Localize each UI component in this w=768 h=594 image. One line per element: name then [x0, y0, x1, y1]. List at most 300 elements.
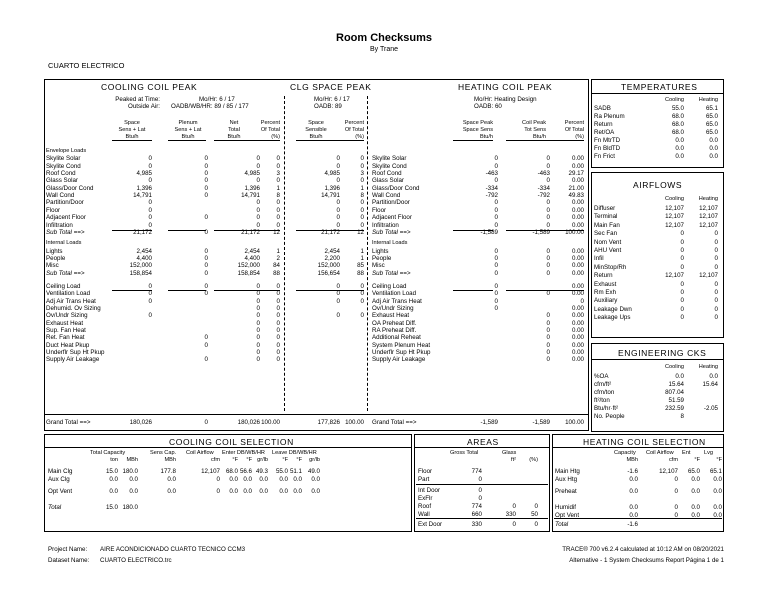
row-label: MinStop/Rh [594, 263, 627, 271]
row-label: Misc [46, 262, 59, 270]
heating-value: 0 [714, 289, 718, 296]
cooling-value: 0 [204, 192, 208, 200]
heating-label: People [372, 254, 392, 262]
selection-value: 0.0 [229, 476, 238, 483]
heating-value: 0 [546, 199, 550, 207]
subtotal-rule [453, 230, 493, 231]
column-unit: gr/lb [257, 457, 268, 463]
column-unit: °F [694, 457, 700, 463]
selection-value: 0.0 [129, 488, 138, 495]
gross-area: 774 [471, 503, 482, 510]
column-unit: °F [716, 457, 722, 463]
column-header: (%) [355, 134, 364, 140]
row-label: Sup. Fan Heat [46, 327, 86, 335]
cooling-value: 3 [276, 170, 280, 178]
selection-value: 12,107 [659, 468, 678, 475]
heating-value: 65.0 [705, 129, 718, 136]
subtotal-rule [546, 230, 584, 231]
heating-value: 0.00 [571, 214, 584, 222]
subtotal-rule [168, 290, 206, 291]
cooling-value: 0 [148, 312, 152, 320]
space-value: 14,791 [321, 192, 340, 200]
report-page: Alternative - 1 System Checksums Report Página 1 de 1 [569, 557, 724, 564]
cooling-value: 0 [204, 419, 208, 426]
space-value: 0 [360, 214, 364, 222]
row-label: Infiltration [46, 221, 73, 229]
row-label: Main Clg [48, 468, 73, 475]
cooling-value: 0 [204, 247, 208, 255]
heating-label: Skylite Solar [372, 155, 407, 163]
row-label: Int Door [418, 487, 441, 494]
subtotal-rule [112, 290, 152, 291]
heating-value: 0.0 [709, 373, 718, 380]
row-label: Leakage Ups [594, 314, 631, 322]
space-value: 3 [360, 170, 364, 178]
cooling-value: 0 [276, 162, 280, 170]
cooling-value: 14,791 [241, 192, 260, 200]
heating-value: 0.00 [571, 177, 584, 185]
cooling-value: 152,000 [237, 262, 260, 270]
column-unit: cfm [210, 457, 220, 463]
heating-value: 0 [714, 314, 718, 322]
row-label: Rm Exh [594, 289, 617, 296]
subtotal-rule [328, 230, 364, 231]
heating-value: 0 [714, 305, 718, 313]
heating-value: -463 [537, 170, 550, 178]
space-value: 0 [360, 290, 364, 298]
heating-value: 0 [494, 290, 498, 298]
selection-value: 0.0 [243, 488, 252, 495]
selection-value: 0.0 [629, 504, 638, 511]
heating-label: Supply Air Leakage [372, 356, 426, 364]
row-label: Skylite Cond [46, 162, 81, 170]
space-value: 152,000 [317, 262, 340, 270]
cooling-value: 4,400 [136, 254, 152, 262]
cooling-value: 0 [204, 282, 208, 290]
heating-value: 0 [546, 319, 550, 327]
cooling-value: 4,985 [136, 170, 152, 178]
selection-value: 0 [674, 512, 678, 519]
row-label: Total [555, 521, 569, 528]
heating-value: 0 [546, 312, 550, 320]
cooling-value: 0 [256, 356, 260, 364]
cooling-value: 1,396 [244, 184, 260, 192]
cooling-value: 0 [276, 297, 280, 305]
subtotal-rule [244, 290, 280, 291]
gross-area: 660 [471, 511, 482, 518]
header-underline [453, 140, 493, 141]
space-value: 0 [360, 162, 364, 170]
selection-value: 0.0 [243, 476, 252, 483]
cooling-value: 68.0 [671, 129, 684, 136]
cooling-value: 0 [204, 170, 208, 178]
heating-value: 0.00 [571, 305, 584, 312]
heating-value: 0 [494, 221, 498, 229]
column-header: Space [124, 120, 140, 126]
selection-value: 0.0 [713, 512, 722, 519]
selection-value: 0.0 [293, 488, 302, 495]
selection-value: 0.0 [311, 476, 320, 483]
cooling-value: 88 [273, 269, 280, 277]
subtotal-rule [453, 290, 493, 291]
row-label: Adjacent Floor [46, 214, 86, 222]
selection-value: 0.0 [629, 488, 638, 495]
temperatures-title-rule [591, 93, 724, 94]
cooling-value: 0 [680, 289, 684, 296]
selection-value: 51.1 [289, 468, 302, 475]
gross-area: 774 [471, 468, 482, 475]
cooling-value: 0 [204, 254, 208, 262]
selection-value: 0.0 [691, 512, 700, 519]
space-value: 0 [360, 282, 364, 290]
cooling-value: 4,400 [244, 254, 260, 262]
column-header: Percent [344, 120, 364, 126]
row-label: Ov/Undr Sizing [46, 312, 88, 320]
cooling-value: 0 [148, 206, 152, 214]
row-label: Total [48, 504, 62, 511]
column-header: Sens + Lat [174, 127, 202, 133]
heating-value: 12,107 [699, 205, 718, 212]
space-value: 177,826 [317, 419, 340, 426]
heating-value: 0 [546, 262, 550, 270]
cooling-value: 0 [204, 214, 208, 222]
space-value: 1 [360, 254, 364, 262]
gross-area: 0 [478, 495, 482, 502]
row-label: Part [418, 476, 430, 483]
heating-selection-title-rule [552, 447, 724, 448]
cooling-value: 0 [148, 214, 152, 222]
heating-value: 0.00 [571, 356, 584, 364]
row-label: Ret. Fan Heat [46, 334, 85, 342]
header-underline [168, 140, 206, 141]
selection-value: 0 [216, 476, 220, 483]
heating-value: 0 [546, 214, 550, 222]
heating-mohr: Mo/Hr: Heating Design [474, 96, 537, 103]
heating-value: 0 [546, 177, 550, 185]
heating-label: Sub Total ==> [372, 228, 411, 236]
cooling-value: 807.04 [665, 389, 684, 396]
column-header: Coil Peak [522, 120, 546, 126]
selection-value: 0.0 [713, 504, 722, 511]
heating-value: -792 [485, 192, 498, 200]
space-value: 0 [336, 155, 340, 163]
column-header: Tot Sens [524, 127, 546, 133]
heating-value: -1,589 [480, 228, 498, 236]
cooling-value: 0 [276, 177, 280, 185]
clg-space-peak-title: CLG SPACE PEAK [290, 82, 372, 92]
space-value: 0 [336, 214, 340, 222]
heating-value: -1,589 [532, 419, 550, 426]
glass-percent: 0 [534, 521, 538, 528]
cooling-value: 0 [276, 206, 280, 214]
temperatures-title: TEMPERATURES [621, 82, 698, 92]
heating-value: 0 [494, 155, 498, 163]
heating-value: -1,589 [532, 228, 550, 236]
selection-value: 0.0 [691, 504, 700, 511]
row-label: Partition/Door [46, 199, 84, 207]
space-value: 2,454 [324, 247, 340, 255]
subtotal-rule [506, 290, 546, 291]
selection-value: 56.6 [239, 468, 252, 475]
heating-label: Underflr Sup Ht Pkup [372, 349, 431, 357]
cooling-value: 0 [680, 280, 684, 288]
column-header: Plenum [178, 120, 198, 126]
heating-label: Lights [372, 247, 389, 255]
heating-value: -463 [485, 170, 498, 178]
column-header: (%) [575, 134, 584, 140]
cooling-value: 180,026 [129, 419, 152, 426]
heating-value: 0 [546, 162, 550, 170]
row-label: Ceiling Load [46, 282, 81, 290]
cooling-value: 0 [680, 263, 684, 271]
column-header: Btu/h [309, 134, 323, 140]
cooling-value: 14,791 [133, 192, 152, 200]
column-unit: ft² [511, 457, 516, 463]
heating-value: 0 [494, 269, 498, 277]
divider-cooling-space [284, 96, 285, 411]
space-value: 0 [360, 297, 364, 305]
column-header: Heating [698, 364, 718, 370]
heating-label: OA Preheat Diff. [372, 319, 417, 327]
heating-oadb: OADB: 60 [474, 103, 502, 110]
cooling-value: 0 [680, 305, 684, 313]
selection-value: 49.0 [307, 468, 320, 475]
column-unit: ton [110, 457, 118, 463]
heating-label: Floor [372, 206, 387, 214]
heating-value: 0.00 [571, 282, 584, 290]
heating-value: 0 [714, 238, 718, 246]
heating-value: -2.05 [703, 405, 718, 412]
column-header: Percent [564, 120, 584, 126]
heating-value: 29.17 [568, 170, 584, 178]
heating-value: 0 [546, 327, 550, 335]
room-name: CUARTO ELECTRICO [48, 61, 125, 70]
cooling-value: 0 [256, 199, 260, 207]
cooling-value: 0 [204, 356, 208, 364]
heating-value: 0 [494, 282, 498, 290]
cooling-value: 0.0 [675, 137, 684, 144]
engineering-title-rule [591, 359, 724, 360]
column-header: Leave DB/WB/HR [272, 450, 317, 456]
heating-label: System Plenum Heat [372, 341, 431, 349]
row-label: Wall [418, 511, 430, 518]
row-label: ExFlr [418, 495, 433, 502]
selection-value: 0 [216, 488, 220, 495]
space-value: 0 [336, 206, 340, 214]
column-header: Ent [682, 450, 691, 456]
heating-label: Sub Total ==> [372, 269, 411, 277]
column-header: Cooling [665, 97, 684, 103]
space-value: 0 [360, 199, 364, 207]
row-label: Floor [46, 206, 61, 214]
cooling-value: 0 [256, 327, 260, 335]
heating-selection-title: HEATING COIL SELECTION [583, 437, 706, 447]
cooling-value: 1 [276, 184, 280, 192]
column-header: Net [229, 120, 239, 126]
heating-value: 0 [546, 221, 550, 229]
gross-area: 0 [478, 476, 482, 483]
glass-area: 0 [512, 521, 516, 528]
cooling-value: 0 [680, 230, 684, 238]
selection-value: 0 [674, 488, 678, 495]
column-header: Btu/h [181, 134, 195, 140]
heating-value: 0 [546, 341, 550, 349]
cooling-value: 0 [204, 184, 208, 192]
heating-value: 15.64 [702, 381, 718, 388]
heating-value: 0.00 [571, 334, 584, 342]
areas-rule [416, 484, 548, 485]
row-label: Ret/OA [594, 129, 615, 136]
cooling-value: 12,107 [665, 213, 684, 221]
cooling-value: 0 [148, 221, 152, 229]
cooling-value: 12 [273, 228, 280, 236]
row-label: Ra Plenum [594, 113, 625, 120]
cooling-mohr: Mo/Hr: 6 / 17 [199, 96, 235, 103]
row-label: Underflr Sup Ht Pkup [46, 349, 105, 357]
cooling-value: 68.0 [671, 113, 684, 120]
cooling-value: 8 [680, 413, 684, 420]
heating-value: 0 [546, 254, 550, 262]
row-label: Ventilation Load [46, 290, 91, 298]
cooling-value: 68.0 [671, 121, 684, 128]
row-label: %OA [594, 373, 609, 380]
row-label: Preheat [555, 488, 577, 495]
row-label: Fn MtrTD [594, 137, 621, 144]
selection-value: 0.0 [629, 512, 638, 519]
column-unit: MBh [164, 457, 176, 463]
space-value: 0 [336, 221, 340, 229]
column-header: Space Peak [462, 120, 493, 126]
section-heading: Envelope Loads [46, 148, 87, 154]
column-header: Capacity [614, 450, 636, 456]
row-label: Fn BldTD [594, 145, 621, 152]
heating-value: -792 [537, 192, 550, 200]
heating-label: Internal Loads [372, 240, 408, 247]
cooling-value: 0 [256, 305, 260, 312]
column-unit: °F [232, 457, 238, 463]
subtotal-rule [244, 230, 280, 231]
cooling-value: 21,172 [133, 228, 152, 236]
cooling-value: 0 [256, 312, 260, 320]
row-label: Dehumid. Ov Sizing [46, 305, 101, 312]
engineering-title: ENGINEERING CKS [618, 348, 707, 358]
space-value: 85 [357, 262, 364, 270]
column-header: Btu/h [125, 134, 139, 140]
cooling-value: 1 [276, 247, 280, 255]
heating-value: 0.00 [571, 312, 584, 320]
heating-value: -334 [537, 184, 550, 192]
space-value: 4,985 [324, 170, 340, 178]
cooling-value: 0 [148, 177, 152, 185]
heating-value: 0.00 [571, 254, 584, 262]
space-value: 156,654 [317, 269, 340, 277]
selection-value: 177.8 [160, 468, 176, 475]
selection-value: 0.0 [293, 476, 302, 483]
heating-value: 0 [546, 269, 550, 277]
cooling-value: 0.0 [675, 153, 684, 160]
heating-value: 0 [494, 254, 498, 262]
heating-value: 0.00 [571, 247, 584, 255]
cooling-value: 21,172 [241, 228, 260, 236]
heating-value: 21.00 [568, 184, 584, 192]
space-value: 0 [360, 177, 364, 185]
selection-value: 0.0 [691, 476, 700, 483]
space-value: 0 [360, 206, 364, 214]
selection-value: 0.0 [279, 488, 288, 495]
cooling-value: 2 [276, 254, 280, 262]
column-header: Glass [502, 450, 517, 456]
heating-label: Ventilation Load [372, 290, 417, 298]
space-value: 100.00 [345, 419, 364, 426]
row-label: Duct Heat Pkup [46, 341, 90, 349]
cooling-value: 232.59 [665, 405, 684, 412]
cooling-value: 0 [148, 282, 152, 290]
row-label: Terminal [594, 213, 618, 221]
cooling-value: 0 [204, 177, 208, 185]
column-header: Heating [698, 97, 718, 103]
column-header: Space [308, 120, 324, 126]
selection-value: 0 [674, 504, 678, 511]
column-header: Btu/h [227, 134, 241, 140]
section-heading: Internal Loads [46, 240, 82, 247]
glass-percent: 0 [534, 503, 538, 510]
heating-value: 0 [494, 262, 498, 270]
column-header: Btu/h [479, 134, 493, 140]
heating-value: 0.00 [571, 327, 584, 335]
space-value: 0 [336, 282, 340, 290]
cooling-value: 158,854 [237, 269, 260, 277]
subtotal-rule [506, 230, 546, 231]
heating-value: 0.0 [709, 137, 718, 144]
heating-value: 0 [546, 206, 550, 214]
cooling-value: 0 [680, 238, 684, 246]
heating-value: 0 [714, 247, 718, 254]
selection-value: 0.0 [259, 476, 268, 483]
header-underline [112, 140, 152, 141]
heating-value: 100.00 [565, 419, 584, 426]
space-value: 0 [336, 177, 340, 185]
selection-value: 65.0 [687, 468, 700, 475]
header-underline [546, 140, 584, 141]
space-mohr: Mo/Hr: 6 / 17 [314, 96, 350, 103]
cooling-value: 2,454 [136, 247, 152, 255]
heating-label: Grand Total ==> [372, 419, 417, 426]
heating-value: 0 [494, 199, 498, 207]
cooling-value: 0 [204, 290, 208, 298]
heating-value: 0 [546, 247, 550, 255]
cooling-value: 0 [204, 334, 208, 342]
column-header: Cooling [665, 364, 684, 370]
heating-label: Adjacent Floor [372, 214, 412, 222]
subtotal-rule [546, 290, 584, 291]
areas-rule [416, 518, 548, 519]
space-value: 88 [357, 269, 364, 277]
project-value: AIRE ACONDICIONADO CUARTO TECNICO CCM3 [100, 546, 246, 553]
row-label: Glass Solar [46, 177, 78, 185]
project-label: Project Name: [48, 546, 88, 553]
cooling-value: 0 [256, 155, 260, 163]
heating-label: Adj Air Trans Heat [372, 297, 422, 305]
cooling-selection-title-rule [44, 447, 412, 448]
cooling-value: 0 [256, 214, 260, 222]
row-label: Sub Total ==> [46, 228, 85, 236]
column-unit: °F [282, 457, 288, 463]
cooling-value: 0 [148, 199, 152, 207]
cooling-value: 0 [276, 356, 280, 364]
column-header: Of Total [260, 127, 280, 133]
cooling-value: 2,454 [244, 247, 260, 255]
selection-value: 0.0 [713, 476, 722, 483]
